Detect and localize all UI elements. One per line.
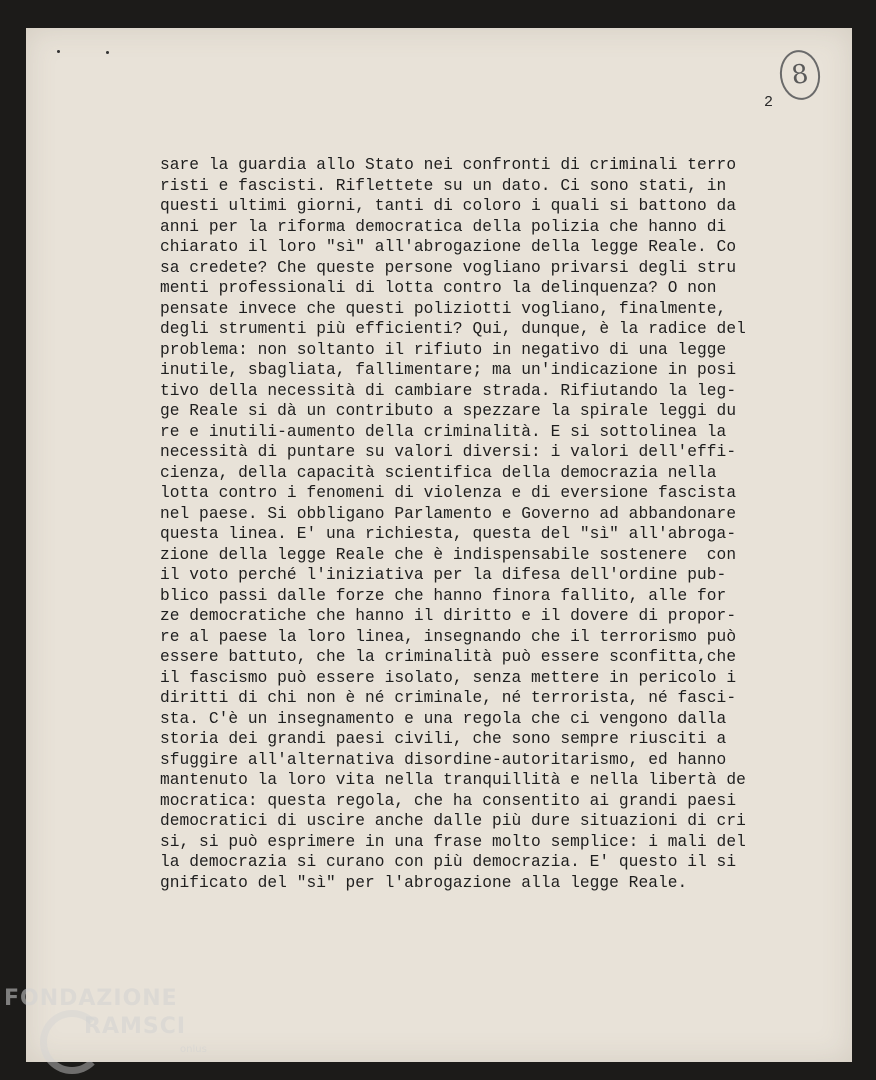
text-line: risti e fascisti. Riflettete su un dato. Ci sono stati, in xyxy=(160,176,727,195)
text-line: blico passi dalle forze che hanno finora fallito, alle for xyxy=(160,586,727,605)
handwritten-mark-text: 8 xyxy=(789,58,811,92)
text-line: cienza, della capacità scientifica della democrazia nella xyxy=(160,463,717,482)
text-line: essere battuto, che la criminalità può essere sconfitta,che xyxy=(160,648,737,666)
text-line: questa linea. E' una richiesta, questa del "sì" all'abroga- xyxy=(160,525,737,543)
typewritten-text xyxy=(160,155,780,893)
text-line: necessità di puntare su valori diversi: i valori dell'effi- xyxy=(160,443,737,461)
text-line: tivo della necessità di cambiare strada. Rifiutando la leg- xyxy=(160,381,737,400)
text-line: sa credete? Che queste persone vogliano privarsi degli stru xyxy=(160,258,737,277)
text-line: mantenuto la loro vita nella tranquillità e nella libertà de xyxy=(160,771,746,789)
text-line: diritti di chi non è né criminale, né terrorista, né fasci- xyxy=(160,689,737,707)
text-line: nel paese. Si obbligano Parlamento e Governo ad abbandonare xyxy=(160,504,737,523)
text-line: ge Reale si dà un contributo a spezzare la spirale leggi du xyxy=(160,402,737,420)
text-line: il fascismo può essere isolato, senza mettere in pericolo i xyxy=(160,668,737,687)
text-line: sare la guardia allo Stato nei confronti di criminali terro xyxy=(160,156,737,174)
text-line: gnificato del "sì" per l'abrogazione alla legge Reale. xyxy=(160,873,688,892)
text-line: la democrazia si curano con più democrazia. E' questo il si xyxy=(160,853,737,871)
document-page xyxy=(26,28,852,1062)
text-line: degli strumenti più efficienti? Qui, dunque, è la radice del xyxy=(160,320,746,338)
text-line: chiarato il loro "sì" all'abrogazione della legge Reale. Co xyxy=(160,238,737,256)
text-line: questi ultimi giorni, tanti di coloro i quali si battono da xyxy=(160,197,737,215)
watermark-line-1: FONDAZIONE xyxy=(4,986,178,1011)
text-line: lotta contro i fenomeni di violenza e di eversione fascista xyxy=(160,484,737,502)
watermark-line-3: onlus xyxy=(180,1044,207,1055)
page-number: 2 xyxy=(764,94,774,111)
text-line: pensate invece che questi poliziotti vogliano, finalmente, xyxy=(160,299,727,318)
text-line: inutile, sbagliata, fallimentare; ma un'indicazione in posi xyxy=(160,361,737,379)
text-line: mocratica: questa regola, che ha consentito ai grandi paesi xyxy=(160,791,737,810)
watermark-line-2: RAMSCI xyxy=(84,1014,187,1039)
text-line: zione della legge Reale che è indispensabile sostenere con xyxy=(160,545,737,564)
text-line: re e inutili-aumento della criminalità. E si sottolinea la xyxy=(160,422,727,441)
text-line: anni per la riforma democratica della polizia che hanno di xyxy=(160,217,727,236)
text-line: storia dei grandi paesi civili, che sono sempre riusciti a xyxy=(160,730,727,748)
text-line: si, si può esprimere in una frase molto semplice: i mali del xyxy=(160,832,746,851)
text-line: ze democratiche che hanno il diritto e il dovere di propor- xyxy=(160,607,737,625)
text-line: problema: non soltanto il rifiuto in negativo di una legge xyxy=(160,340,727,359)
text-line: il voto perché l'iniziativa per la difesa dell'ordine pub- xyxy=(160,566,727,584)
fondazione-gramsci-watermark xyxy=(4,984,224,1074)
text-line: menti professionali di lotta contro la delinquenza? O non xyxy=(160,279,717,297)
stray-mark xyxy=(57,50,60,53)
handwritten-page-mark xyxy=(777,47,824,102)
text-line: sta. C'è un insegnamento e una regola che ci vengono dalla xyxy=(160,709,727,728)
text-line: sfuggire all'alternativa disordine-autoritarismo, ed hanno xyxy=(160,750,727,769)
stray-mark xyxy=(106,51,109,54)
text-line: democratici di uscire anche dalle più dure situazioni di cri xyxy=(160,812,746,830)
text-line: re al paese la loro linea, insegnando che il terrorismo può xyxy=(160,627,737,646)
